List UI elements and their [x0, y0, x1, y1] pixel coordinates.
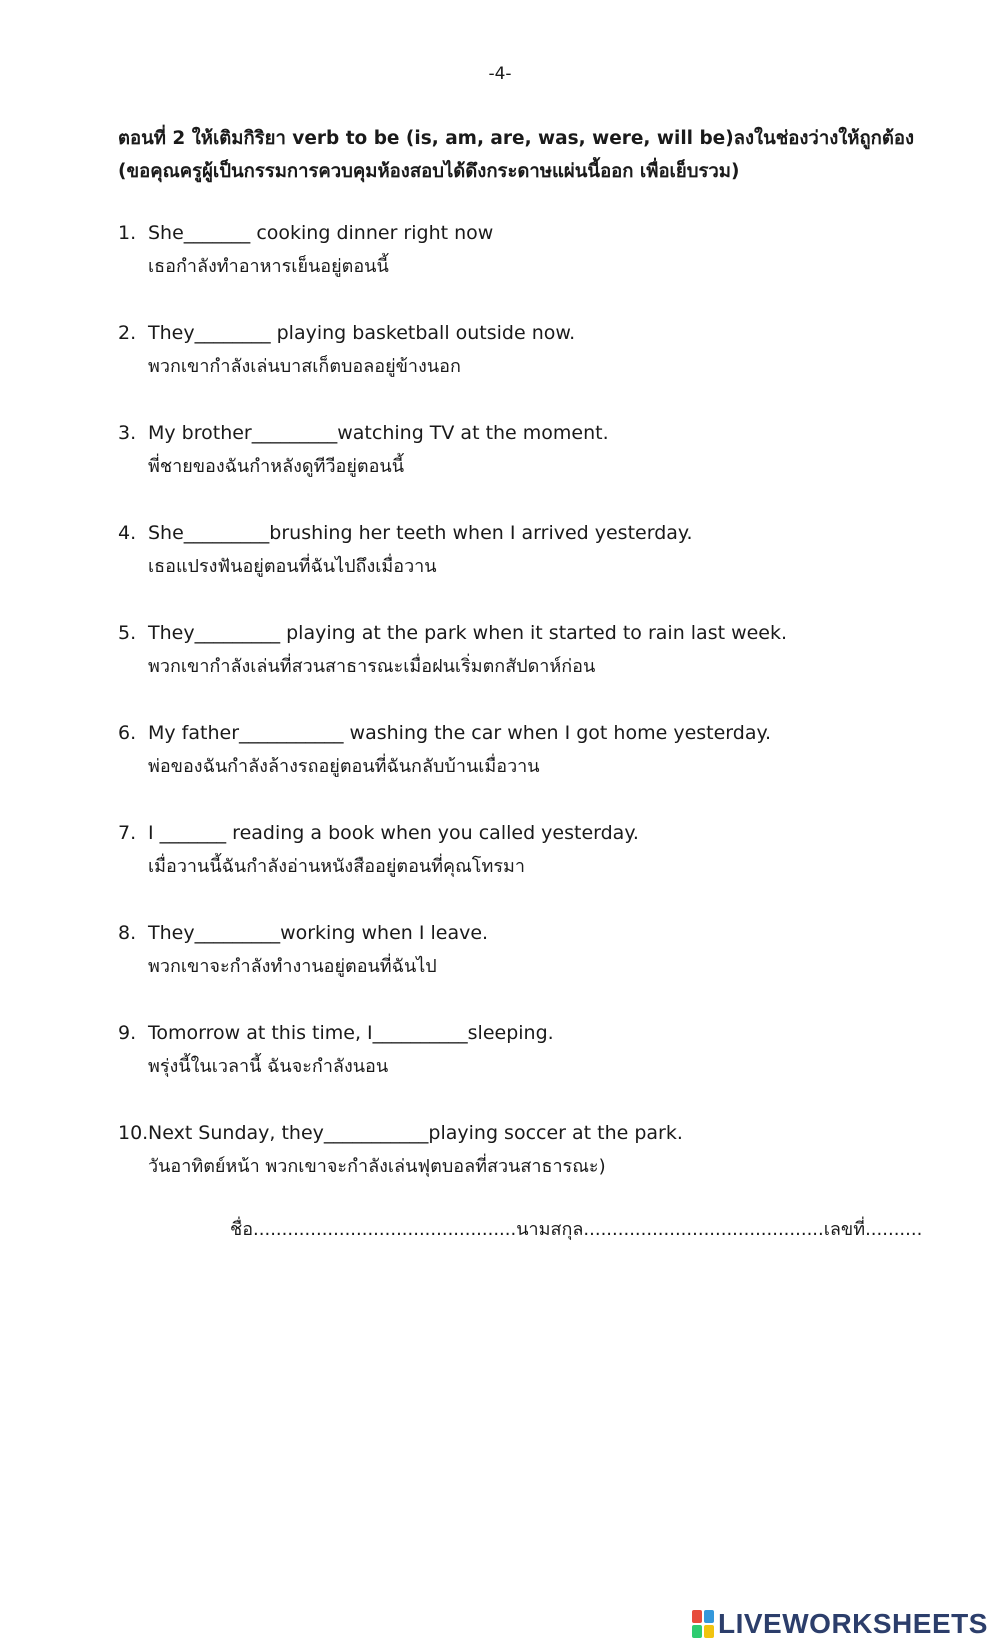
question-item [118, 216, 938, 316]
question-item [118, 1016, 938, 1116]
question-thai: เธอแปรงฟันอยู่ตอนที่ฉันไปถึงเมื่อวาน [148, 556, 437, 577]
question-thai: พวกเขากำลังเล่นที่สวนสาธารณะเมื่อฝนเริ่มตกสัปดาห์ก่อน [148, 656, 596, 677]
liveworksheets-logo[interactable] [692, 1609, 988, 1639]
question-number: 2. [118, 322, 137, 344]
question-english: They_________working when I leave. [148, 922, 489, 944]
question-thai: พี่ชายของฉันกำหลังดูทีวีอยู่ตอนนี้ [148, 456, 405, 477]
question-thai: พวกเขากำลังเล่นบาสเก็ตบอลอยู่ข้างนอก [148, 356, 461, 377]
logo-square-yellow [704, 1625, 714, 1638]
question-english: Tomorrow at this time, I__________sleeping. [148, 1022, 554, 1044]
question-number: 6. [118, 722, 137, 744]
question-thai: พรุ่งนี้ในเวลานี้ ฉันจะกำลังนอน [148, 1056, 389, 1077]
question-item [118, 1116, 938, 1216]
question-item [118, 416, 938, 516]
question-english: She_______ cooking dinner right now [148, 222, 494, 244]
instructions-line-2: (ขอคุณครูผู้เป็นกรรมการควบคุมห้องสอบได้ดึงกระดาษแผ่นนี้ออก เพื่อเย็บรวม) [118, 161, 740, 182]
question-number: 8. [118, 922, 137, 944]
question-item [118, 316, 938, 416]
question-item [118, 616, 938, 716]
question-thai: พวกเขาจะกำลังทำงานอยู่ตอนที่ฉันไป [148, 956, 437, 977]
instructions [118, 122, 978, 188]
question-english: She_________brushing her teeth when I arrived yesterday. [148, 522, 693, 544]
question-english: I _______ reading a book when you called yesterday. [148, 822, 639, 844]
logo-square-green [692, 1625, 702, 1638]
question-thai: เมื่อวานนี้ฉันกำลังอ่านหนังสืออยู่ตอนที่คุณโทรมา [148, 856, 525, 877]
logo-square-blue [704, 1610, 714, 1623]
question-thai: วันอาทิตย์หน้า พวกเขาจะกำลังเล่นฟุตบอลที่สวนสาธารณะ) [148, 1156, 606, 1177]
question-english: They_________ playing at the park when it started to rain last week. [148, 622, 788, 644]
question-number: 5. [118, 622, 137, 644]
question-english: Next Sunday, they___________playing soccer at the park. [148, 1122, 683, 1144]
question-number: 1. [118, 222, 137, 244]
question-thai: เธอกำลังทำอาหารเย็นอยู่ตอนนี้ [148, 256, 389, 277]
instructions-line-1: ตอนที่ 2 ให้เติมกิริยา verb to be (is, am, are, was, were, will be)ลงในช่องว่างให้ถูกต้อง [118, 128, 915, 149]
question-number: 7. [118, 822, 137, 844]
question-item [118, 816, 938, 916]
question-number: 10. [118, 1122, 149, 1144]
question-english: My brother_________watching TV at the moment. [148, 422, 609, 444]
question-number: 9. [118, 1022, 137, 1044]
question-thai: พ่อของฉันกำลังล้างรถอยู่ตอนที่ฉันกลับบ้านเมื่อวาน [148, 756, 540, 777]
liveworksheets-logo-text: LIVEWORKSHEETS [718, 1608, 988, 1639]
liveworksheets-logo-icon [692, 1610, 714, 1638]
question-list [118, 216, 938, 1216]
name-signature-line: ชื่อ..............................................นามสกุล..........................................เลขที่.......... [230, 1219, 923, 1240]
question-number: 4. [118, 522, 137, 544]
question-item [118, 516, 938, 616]
question-english: They________ playing basketball outside now. [148, 322, 576, 344]
page-number: -4- [488, 64, 512, 84]
question-item [118, 716, 938, 816]
logo-square-red [692, 1610, 702, 1623]
question-english: My father___________ washing the car when I got home yesterday. [148, 722, 772, 744]
question-number: 3. [118, 422, 137, 444]
question-item [118, 916, 938, 1016]
